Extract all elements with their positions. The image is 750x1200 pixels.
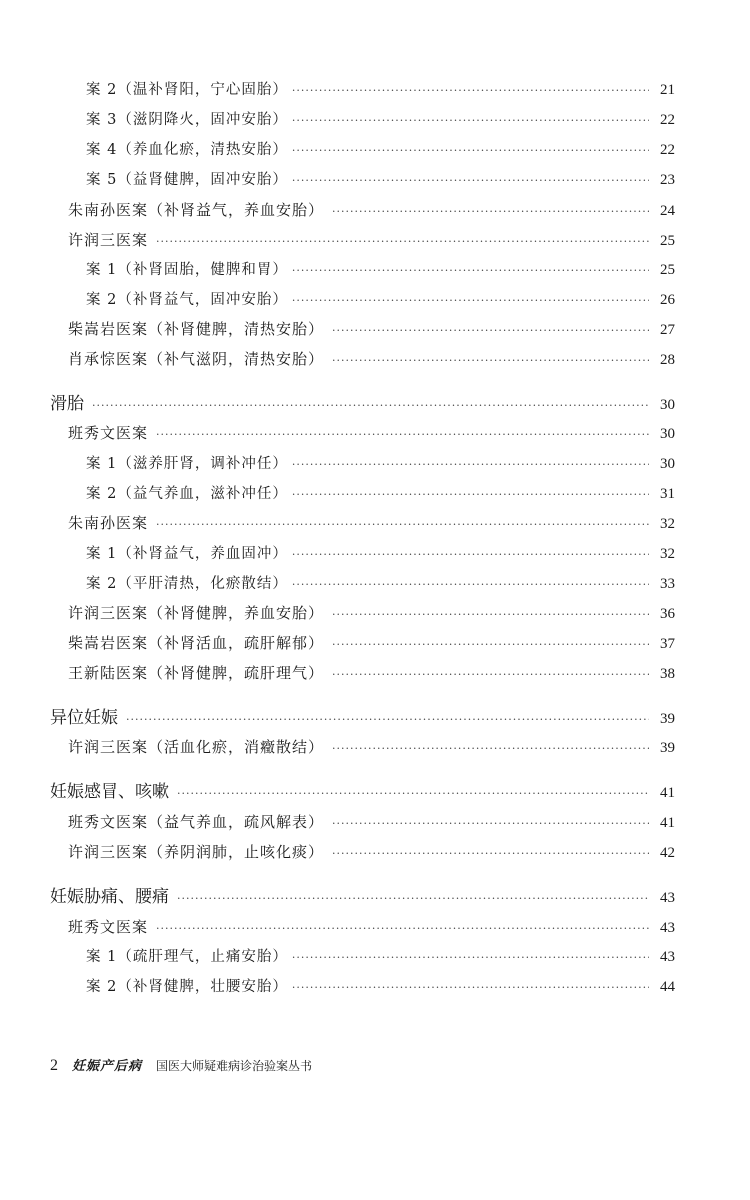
toc-entry-page: 43 xyxy=(660,920,675,936)
toc-entry-page: 32 xyxy=(660,516,675,532)
dot-leader xyxy=(332,608,649,621)
toc-entry-page: 23 xyxy=(660,172,675,188)
toc-entry[interactable] xyxy=(86,452,675,473)
toc-entry-title: 案 1（疏肝理气，止痛安胎） xyxy=(86,949,288,965)
footer-series-title: 国医大师疑难病诊治验案丛书 xyxy=(156,1059,313,1073)
toc-entry[interactable] xyxy=(68,348,675,369)
dot-leader xyxy=(156,518,649,531)
toc-entry-page: 25 xyxy=(660,262,675,278)
toc-entry-page: 41 xyxy=(660,815,675,831)
toc-entry-page: 41 xyxy=(660,785,675,801)
toc-entry-title: 异位妊娠 xyxy=(50,708,118,728)
toc-entry-page: 26 xyxy=(660,292,675,308)
toc-entry-title: 妊娠感冒、咳嗽 xyxy=(50,782,169,802)
footer-page-number: 2 xyxy=(50,1057,58,1074)
dot-leader xyxy=(177,787,649,800)
dot-leader xyxy=(292,264,649,277)
toc-entry[interactable] xyxy=(68,512,675,533)
toc-entry-title: 案 4（养血化瘀，清热安胎） xyxy=(86,142,288,158)
toc-entry[interactable] xyxy=(86,108,675,129)
toc-entry[interactable] xyxy=(86,572,675,593)
dot-leader xyxy=(332,638,649,651)
toc-entry-title: 班秀文医案 xyxy=(68,424,149,442)
dot-leader xyxy=(292,174,649,187)
toc-entry-title: 柴嵩岩医案（补肾健脾，清热安胎） xyxy=(68,320,325,338)
toc-entry-page: 27 xyxy=(660,322,675,338)
dot-leader xyxy=(292,981,649,994)
toc-entry[interactable] xyxy=(86,78,675,99)
toc-entry-title: 案 1（补肾固胎，健脾和胃） xyxy=(86,262,288,278)
toc-entry-page: 30 xyxy=(660,426,675,442)
toc-chapter[interactable] xyxy=(50,882,675,907)
dot-leader xyxy=(292,114,649,127)
toc-entry-title: 柴嵩岩医案（补肾活血，疏肝解郁） xyxy=(68,634,325,652)
toc-entry[interactable] xyxy=(68,602,675,623)
toc-entry[interactable] xyxy=(68,736,675,757)
toc-entry-page: 39 xyxy=(660,740,675,756)
toc-entry-page: 21 xyxy=(660,82,675,98)
dot-leader xyxy=(156,922,649,935)
toc-entry-title: 许润三医案（补肾健脾，养血安胎） xyxy=(68,604,325,622)
page-footer xyxy=(50,1055,312,1075)
dot-leader xyxy=(292,144,649,157)
toc-entry-title: 案 1（滋养肝肾，调补冲任） xyxy=(86,456,288,472)
toc-entry-title: 妊娠胁痛、腰痛 xyxy=(50,887,169,907)
toc-entry-title: 许润三医案 xyxy=(68,231,149,249)
dot-leader xyxy=(126,713,649,726)
toc-entry-page: 44 xyxy=(660,979,675,995)
toc-entry[interactable] xyxy=(86,975,675,996)
dot-leader xyxy=(292,951,649,964)
toc-entry[interactable] xyxy=(68,662,675,683)
toc-entry[interactable] xyxy=(68,632,675,653)
dot-leader xyxy=(332,742,649,755)
toc-entry-title: 案 1（补肾益气，养血固冲） xyxy=(86,546,288,562)
toc-entry[interactable] xyxy=(86,138,675,159)
dot-leader xyxy=(332,817,649,830)
toc-entry-title: 案 2（益气养血，滋补冲任） xyxy=(86,486,288,502)
toc-entry-page: 39 xyxy=(660,711,675,727)
dot-leader xyxy=(332,847,649,860)
toc-entry-page: 32 xyxy=(660,546,675,562)
dot-leader xyxy=(292,84,649,97)
toc-entry-page: 30 xyxy=(660,397,675,413)
dot-leader xyxy=(292,458,649,471)
toc-entry-page: 37 xyxy=(660,636,675,652)
toc-entry-title: 案 2（补肾健脾，壮腰安胎） xyxy=(86,979,288,995)
toc-entry-page: 22 xyxy=(660,142,675,158)
toc-entry-title: 朱南孙医案 xyxy=(68,514,149,532)
toc-entry-page: 25 xyxy=(660,233,675,249)
dot-leader xyxy=(332,354,649,367)
toc-entry-page: 22 xyxy=(660,112,675,128)
toc-entry-title: 案 2（温补肾阳，宁心固胎） xyxy=(86,82,288,98)
toc-entry-title: 案 2（平肝清热，化瘀散结） xyxy=(86,576,288,592)
toc-chapter[interactable] xyxy=(50,703,675,728)
toc-entry[interactable] xyxy=(86,258,675,279)
toc-entry-page: 24 xyxy=(660,203,675,219)
dot-leader xyxy=(332,324,649,337)
toc-chapter[interactable] xyxy=(50,389,675,414)
toc-entry-page: 28 xyxy=(660,352,675,368)
toc-entry-page: 38 xyxy=(660,666,675,682)
toc-entry-title: 班秀文医案 xyxy=(68,918,149,936)
toc-entry-title: 肖承悰医案（补气滋阴，清热安胎） xyxy=(68,350,325,368)
toc-entry-page: 43 xyxy=(660,949,675,965)
toc-entry[interactable] xyxy=(86,288,675,309)
dot-leader xyxy=(292,578,649,591)
dot-leader xyxy=(292,548,649,561)
toc-entry[interactable] xyxy=(86,542,675,563)
toc-entry-title: 许润三医案（活血化瘀，消癥散结） xyxy=(68,738,325,756)
toc-entry[interactable] xyxy=(68,916,675,937)
dot-leader xyxy=(332,205,649,218)
toc-entry[interactable] xyxy=(68,841,675,862)
toc-entry-page: 43 xyxy=(660,890,675,906)
footer-book-title: 妊娠产后病 xyxy=(72,1059,143,1074)
toc-entry[interactable] xyxy=(68,422,675,443)
toc-entry[interactable] xyxy=(68,229,675,250)
toc-entry[interactable] xyxy=(86,168,675,189)
dot-leader xyxy=(177,892,649,905)
toc-chapter[interactable] xyxy=(50,777,675,802)
toc-entry-title: 许润三医案（养阴润肺，止咳化痰） xyxy=(68,843,325,861)
toc-entry[interactable] xyxy=(86,482,675,503)
dot-leader xyxy=(292,488,649,501)
toc-entry-title: 滑胎 xyxy=(50,394,84,414)
toc-entry[interactable] xyxy=(68,811,675,832)
toc-entry[interactable] xyxy=(68,199,675,220)
toc-entry-page: 42 xyxy=(660,845,675,861)
dot-leader xyxy=(156,235,649,248)
toc-entry-page: 30 xyxy=(660,456,675,472)
dot-leader xyxy=(292,294,649,307)
toc-entry-title: 案 3（滋阴降火，固冲安胎） xyxy=(86,112,288,128)
toc-entry-title: 案 5（益肾健脾，固冲安胎） xyxy=(86,172,288,188)
toc-entry-page: 33 xyxy=(660,576,675,592)
dot-leader xyxy=(92,399,649,412)
toc-entry[interactable] xyxy=(68,318,675,339)
toc-entry-title: 案 2（补肾益气，固冲安胎） xyxy=(86,292,288,308)
toc-entry-title: 王新陆医案（补肾健脾，疏肝理气） xyxy=(68,664,325,682)
toc-entry-title: 朱南孙医案（补肾益气，养血安胎） xyxy=(68,201,325,219)
dot-leader xyxy=(332,668,649,681)
toc-entry[interactable] xyxy=(86,945,675,966)
toc-entry-page: 31 xyxy=(660,486,675,502)
dot-leader xyxy=(156,428,649,441)
toc-entry-title: 班秀文医案（益气养血，疏风解表） xyxy=(68,813,325,831)
toc-entry-page: 36 xyxy=(660,606,675,622)
